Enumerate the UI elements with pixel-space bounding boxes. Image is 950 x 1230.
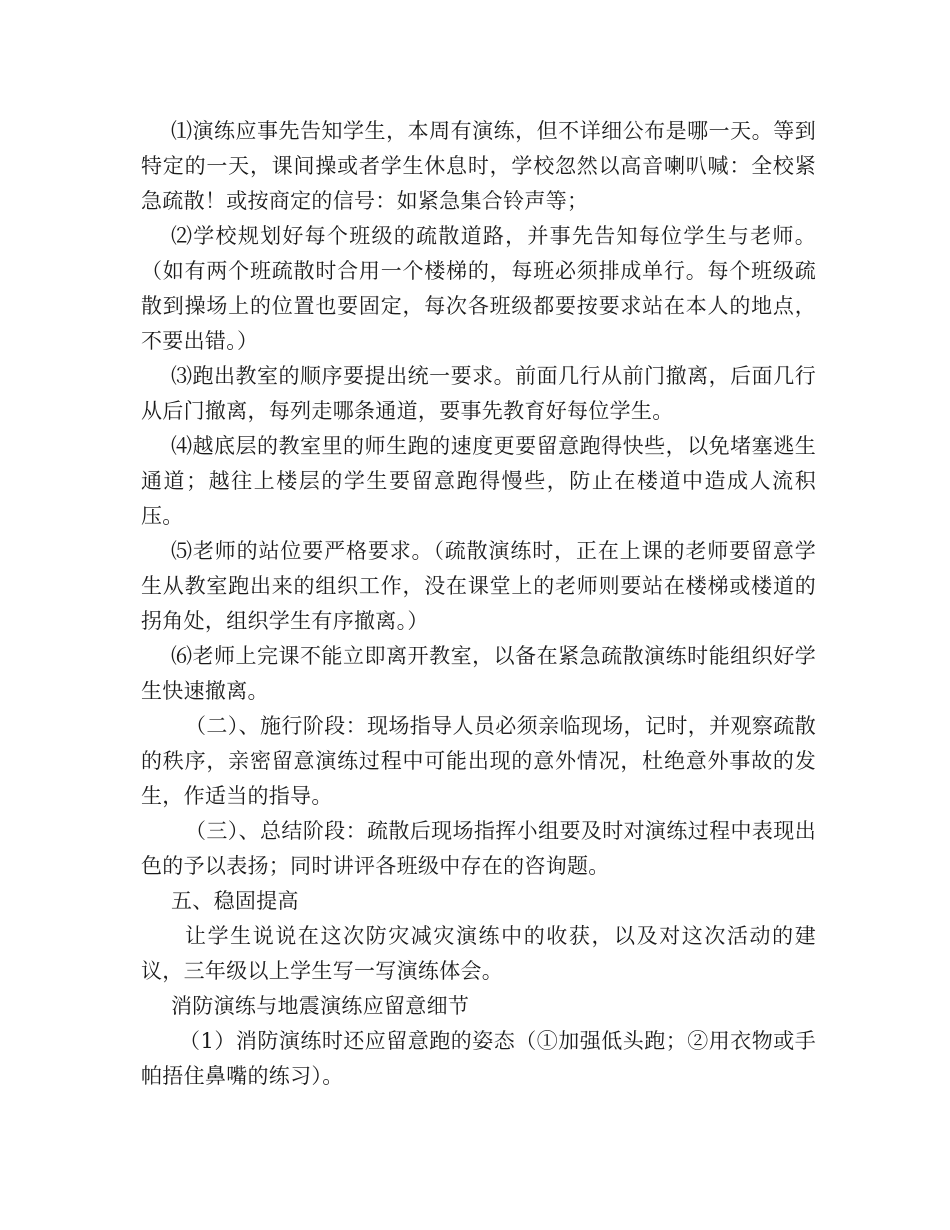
paragraph-step-5: ⑸老师的站位要严格要求。（疏散演练时，正在上课的老师要留意学生从教室跑出来的组织工作，没在课堂上的老师则要站在楼梯或楼道的拐角处，组织学生有序撤离。）	[141, 539, 816, 633]
paragraph-fire-drill-posture: （1）消防演练时还应留意跑的姿态（①加强低头跑；②用衣物或手帕捂住鼻嘴的练习）。	[141, 1029, 816, 1088]
document-body	[141, 114, 816, 1094]
section-heading-drill-details: 消防演练与地震演练应留意细节	[171, 994, 470, 1018]
paragraph-step-4: ⑷越底层的教室里的师生跑的速度更要留意跑得快些，以免堵塞逃生通道；越往上楼层的学生要留意跑得慢些，防止在楼道中造成人流积压。	[141, 434, 816, 528]
paragraph-step-2: ⑵学校规划好每个班级的疏散道路，并事先告知每位学生与老师。（如有两个班疏散时合用一个楼梯的，每班必须排成单行。每个班级疏散到操场上的位置也要固定，每次各班级都要按要求站在本人的地点，不要出错。）	[141, 224, 816, 353]
paragraph-summary-stage: （三）、总结阶段：疏散后现场指挥小组要及时对演练过程中表现出色的予以表扬；同时讲评各班级中存在的咨询题。	[141, 819, 816, 878]
paragraph-step-6: ⑹老师上完课不能立即离开教室，以备在紧急疏散演练时能组织好学生快速撤离。	[141, 644, 816, 703]
paragraph-step-1: ⑴演练应事先告知学生，本周有演练，但不详细公布是哪一天。等到特定的一天，课间操或者学生休息时，学校忽然以高音喇叭喊：全校紧急疏散！或按商定的信号：如紧急集合铃声等；	[141, 119, 816, 213]
paragraph-student-reflection: 让学生说说在这次防灾减灾演练中的收获，以及对这次活动的建议，三年级以上学生写一写演练体会。	[141, 924, 816, 983]
section-heading-consolidation: 五、稳固提高	[171, 889, 299, 913]
paragraph-step-3: ⑶跑出教室的顺序要提出统一要求。前面几行从前门撤离，后面几行从后门撤离，每列走哪条通道，要事先教育好每位学生。	[141, 364, 816, 423]
paragraph-implementation-stage: （二）、施行阶段：现场指导人员必须亲临现场，记时，并观察疏散的秩序，亲密留意演练过程中可能出现的意外情况，杜绝意外事故的发生，作适当的指导。	[141, 714, 816, 808]
